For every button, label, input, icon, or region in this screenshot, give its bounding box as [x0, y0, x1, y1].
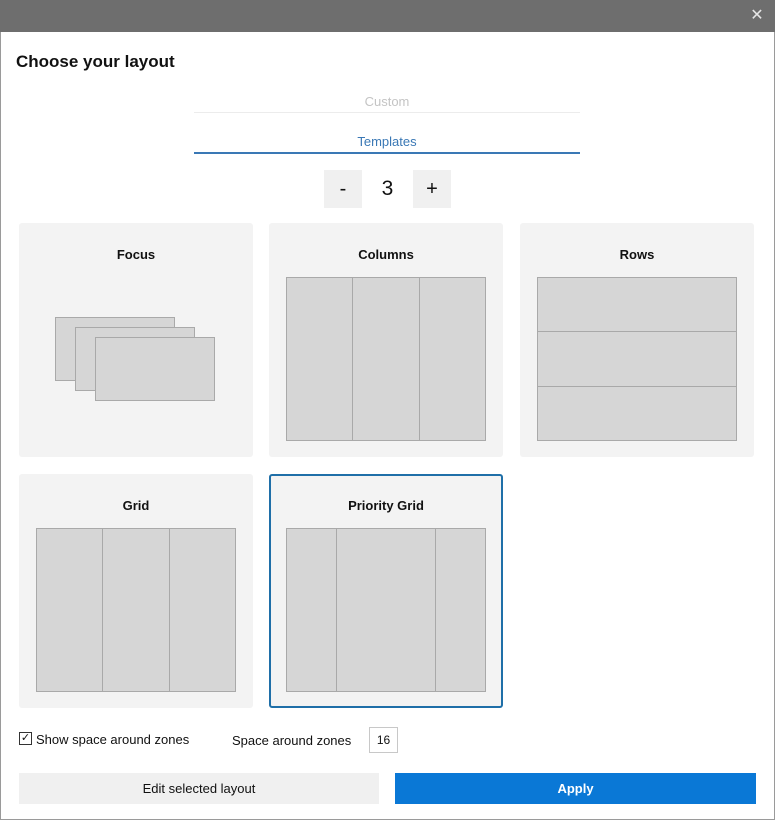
layout-title: Focus — [116, 247, 156, 262]
zone — [37, 529, 102, 691]
zone-count-value: 3 — [381, 177, 394, 200]
layout-card-columns[interactable] — [269, 223, 503, 457]
space-around-zones-input[interactable]: 16 — [369, 727, 398, 753]
zone — [102, 529, 168, 691]
show-space-label: Show space around zones — [36, 732, 190, 747]
decrease-zones-button[interactable]: - — [324, 170, 362, 208]
layout-title: Rows — [619, 247, 655, 262]
focus-preview — [19, 223, 253, 457]
priority-grid-preview — [286, 528, 486, 692]
zone — [95, 337, 215, 401]
zone — [538, 278, 736, 331]
layout-card-focus[interactable] — [19, 223, 253, 457]
grid-preview — [36, 528, 236, 692]
increase-zones-button[interactable]: + — [413, 170, 451, 208]
zone — [419, 278, 485, 440]
show-space-checkbox[interactable]: ✓ — [20, 732, 31, 744]
zone — [287, 278, 352, 440]
rows-preview — [537, 277, 737, 441]
zone — [538, 331, 736, 385]
layout-title: Grid — [122, 498, 150, 513]
tab-custom[interactable]: Custom — [194, 94, 580, 113]
layout-title: Columns — [358, 247, 414, 262]
tab-templates[interactable]: Templates — [194, 134, 580, 154]
edit-selected-layout-button[interactable]: Edit selected layout — [19, 773, 379, 804]
zone — [287, 529, 336, 691]
title-bar — [0, 0, 775, 32]
zone — [169, 529, 235, 691]
zone — [352, 278, 418, 440]
zone — [538, 386, 736, 440]
layout-card-grid[interactable] — [19, 474, 253, 708]
zone — [435, 529, 485, 691]
layout-card-priority-grid[interactable] — [269, 474, 503, 708]
zone — [336, 529, 435, 691]
close-icon[interactable]: ✕ — [750, 7, 764, 24]
layout-card-rows[interactable] — [520, 223, 754, 457]
page-title: Choose your layout — [16, 52, 175, 71]
space-around-zones-label: Space around zones — [232, 733, 352, 748]
apply-button[interactable]: Apply — [395, 773, 756, 804]
columns-preview — [286, 277, 486, 441]
layout-title: Priority Grid — [348, 498, 424, 513]
